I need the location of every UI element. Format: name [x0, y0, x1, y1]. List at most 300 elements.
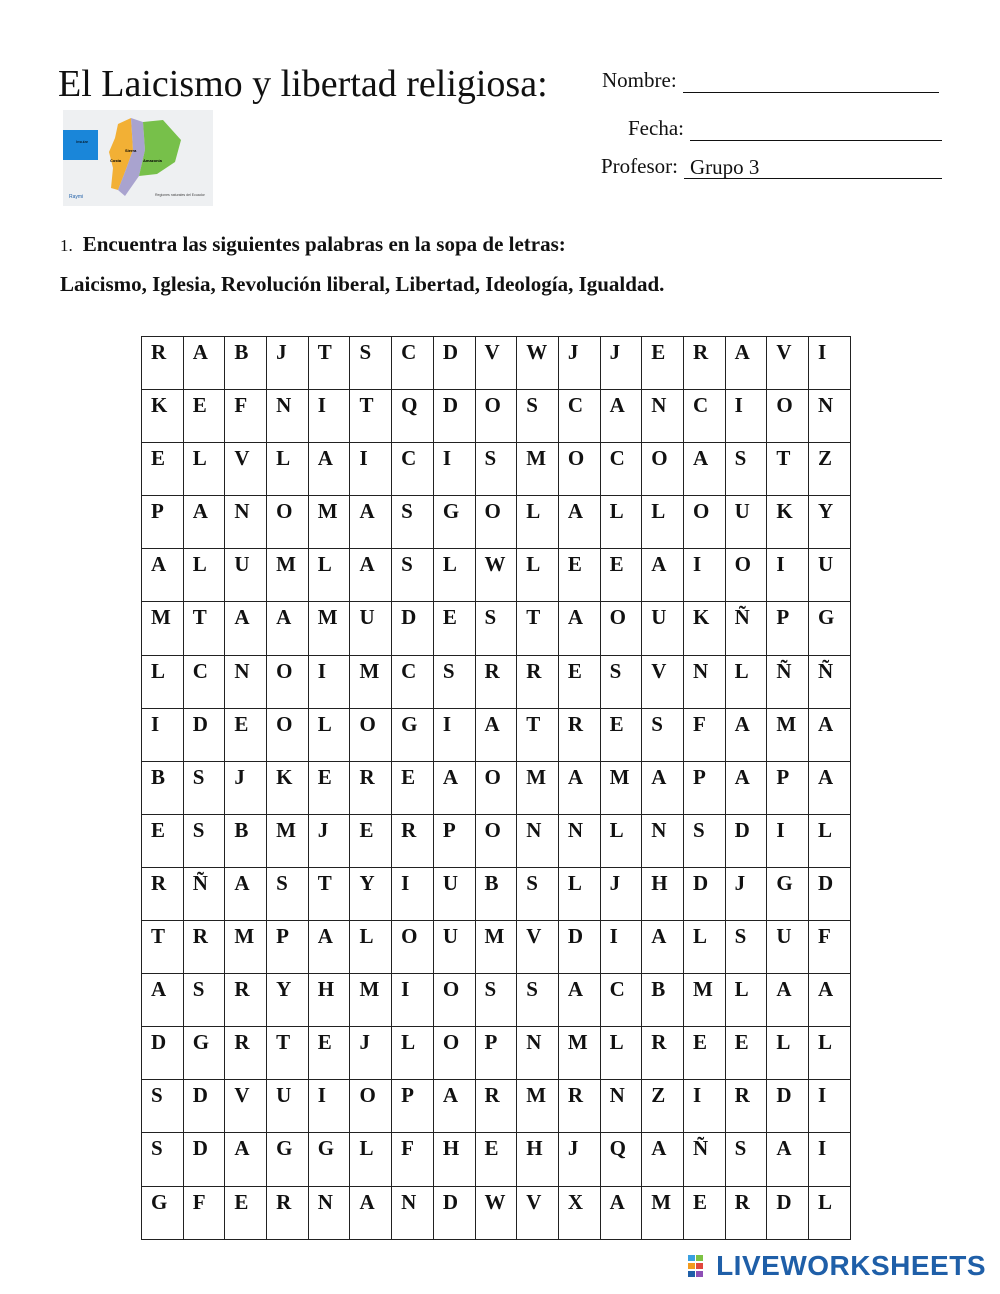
grid-cell[interactable]: [308, 921, 350, 974]
grid-cell[interactable]: [683, 496, 725, 549]
grid-cell[interactable]: [725, 549, 767, 602]
grid-cell[interactable]: [809, 761, 851, 814]
grid-cell[interactable]: [809, 1027, 851, 1080]
grid-cell[interactable]: [142, 921, 184, 974]
grid-cell[interactable]: [267, 496, 309, 549]
grid-cell[interactable]: [475, 549, 517, 602]
grid-cell[interactable]: [683, 761, 725, 814]
grid-cell[interactable]: [225, 496, 267, 549]
grid-cell[interactable]: [767, 602, 809, 655]
grid-cell[interactable]: [350, 867, 392, 920]
grid-cell[interactable]: [767, 337, 809, 390]
grid-cell[interactable]: [392, 390, 434, 443]
grid-cell[interactable]: [350, 390, 392, 443]
grid-cell[interactable]: [225, 1027, 267, 1080]
grid-cell[interactable]: [350, 1027, 392, 1080]
grid-cell[interactable]: [142, 814, 184, 867]
grid-cell[interactable]: [267, 655, 309, 708]
grid-cell[interactable]: [475, 921, 517, 974]
grid-cell[interactable]: [392, 549, 434, 602]
grid-cell[interactable]: [517, 921, 559, 974]
grid-cell[interactable]: [517, 867, 559, 920]
grid-cell[interactable]: [267, 1133, 309, 1186]
grid-cell[interactable]: [725, 1186, 767, 1239]
grid-cell[interactable]: [433, 496, 475, 549]
grid-cell[interactable]: [183, 496, 225, 549]
grid-cell[interactable]: [475, 337, 517, 390]
grid-cell[interactable]: [600, 655, 642, 708]
grid-cell[interactable]: [142, 443, 184, 496]
grid-cell[interactable]: [642, 337, 684, 390]
grid-cell[interactable]: [350, 496, 392, 549]
grid-cell[interactable]: [558, 1186, 600, 1239]
grid-cell[interactable]: [558, 814, 600, 867]
grid-cell[interactable]: [683, 814, 725, 867]
grid-letter: A: [442, 1083, 458, 1108]
grid-cell[interactable]: [600, 390, 642, 443]
grid-cell[interactable]: [767, 814, 809, 867]
grid-cell[interactable]: [725, 443, 767, 496]
grid-cell[interactable]: [475, 602, 517, 655]
grid-cell[interactable]: [267, 390, 309, 443]
grid-cell[interactable]: [809, 974, 851, 1027]
grid-cell[interactable]: [642, 549, 684, 602]
grid-cell[interactable]: [183, 1027, 225, 1080]
grid-cell[interactable]: [767, 921, 809, 974]
grid-cell[interactable]: [475, 1080, 517, 1133]
grid-cell[interactable]: [600, 337, 642, 390]
grid-cell[interactable]: [475, 496, 517, 549]
grid-cell[interactable]: [809, 602, 851, 655]
grid-cell[interactable]: [308, 814, 350, 867]
grid-cell[interactable]: [392, 761, 434, 814]
grid-cell[interactable]: [225, 390, 267, 443]
grid-cell[interactable]: [308, 390, 350, 443]
grid-cell[interactable]: [600, 1186, 642, 1239]
grid-cell[interactable]: [725, 337, 767, 390]
grid-cell[interactable]: [683, 443, 725, 496]
grid-cell[interactable]: [308, 708, 350, 761]
grid-cell[interactable]: [558, 708, 600, 761]
grid-cell[interactable]: [142, 602, 184, 655]
grid-cell[interactable]: [517, 496, 559, 549]
grid-cell[interactable]: [308, 974, 350, 1027]
grid-cell[interactable]: [392, 337, 434, 390]
grid-cell[interactable]: [183, 337, 225, 390]
grid-cell[interactable]: [183, 761, 225, 814]
grid-cell[interactable]: [183, 602, 225, 655]
grid-cell[interactable]: [642, 602, 684, 655]
grid-cell[interactable]: [475, 390, 517, 443]
grid-cell[interactable]: [600, 1133, 642, 1186]
grid-cell[interactable]: [767, 761, 809, 814]
grid-cell[interactable]: [809, 867, 851, 920]
grid-cell[interactable]: [683, 1186, 725, 1239]
grid-cell[interactable]: [683, 974, 725, 1027]
grid-cell[interactable]: [392, 1186, 434, 1239]
grid-cell[interactable]: [183, 1080, 225, 1133]
grid-cell[interactable]: [350, 1080, 392, 1133]
grid-cell[interactable]: [725, 1133, 767, 1186]
grid-cell[interactable]: [809, 390, 851, 443]
grid-cell[interactable]: [475, 1186, 517, 1239]
grid-cell[interactable]: [308, 761, 350, 814]
grid-cell[interactable]: [558, 655, 600, 708]
grid-cell[interactable]: [350, 761, 392, 814]
grid-cell[interactable]: [683, 390, 725, 443]
grid-cell[interactable]: [392, 1133, 434, 1186]
grid-cell[interactable]: [183, 1133, 225, 1186]
grid-cell[interactable]: [392, 921, 434, 974]
grid-letter: P: [776, 605, 790, 630]
grid-cell[interactable]: [683, 655, 725, 708]
grid-cell[interactable]: [558, 443, 600, 496]
grid-cell[interactable]: [308, 549, 350, 602]
grid-cell[interactable]: [267, 602, 309, 655]
grid-cell[interactable]: [558, 337, 600, 390]
grid-cell[interactable]: [183, 921, 225, 974]
grid-cell[interactable]: [433, 708, 475, 761]
grid-cell[interactable]: [558, 602, 600, 655]
grid-cell[interactable]: [350, 708, 392, 761]
grid-cell[interactable]: [725, 867, 767, 920]
grid-cell[interactable]: [183, 390, 225, 443]
grid-cell[interactable]: [267, 921, 309, 974]
grid-cell[interactable]: [809, 708, 851, 761]
grid-cell[interactable]: [267, 974, 309, 1027]
grid-cell[interactable]: [142, 974, 184, 1027]
grid-cell[interactable]: [267, 443, 309, 496]
grid-cell[interactable]: [267, 1186, 309, 1239]
grid-cell[interactable]: [600, 974, 642, 1027]
grid-cell[interactable]: [683, 708, 725, 761]
grid-cell[interactable]: [183, 974, 225, 1027]
grid-cell[interactable]: [600, 602, 642, 655]
grid-cell[interactable]: [350, 814, 392, 867]
grid-cell[interactable]: [433, 974, 475, 1027]
grid-cell[interactable]: [225, 921, 267, 974]
grid-cell[interactable]: [350, 921, 392, 974]
grid-cell[interactable]: [809, 1080, 851, 1133]
grid-cell[interactable]: [308, 337, 350, 390]
grid-cell[interactable]: [475, 761, 517, 814]
grid-cell[interactable]: [225, 867, 267, 920]
grid-cell[interactable]: [142, 549, 184, 602]
grid-cell[interactable]: [225, 337, 267, 390]
teacher-field[interactable]: Grupo 3: [684, 155, 942, 179]
grid-cell[interactable]: [225, 602, 267, 655]
grid-cell[interactable]: [225, 1080, 267, 1133]
grid-cell[interactable]: [267, 337, 309, 390]
grid-cell[interactable]: [558, 549, 600, 602]
grid-cell[interactable]: [392, 708, 434, 761]
grid-cell[interactable]: [475, 867, 517, 920]
grid-cell[interactable]: [142, 1186, 184, 1239]
grid-cell[interactable]: [475, 708, 517, 761]
grid-cell[interactable]: [475, 1133, 517, 1186]
grid-cell[interactable]: [767, 1080, 809, 1133]
grid-cell[interactable]: [600, 921, 642, 974]
grid-cell[interactable]: [517, 443, 559, 496]
grid-cell[interactable]: [725, 708, 767, 761]
grid-cell[interactable]: [767, 390, 809, 443]
grid-cell[interactable]: [558, 761, 600, 814]
grid-cell[interactable]: [433, 549, 475, 602]
grid-cell[interactable]: [558, 867, 600, 920]
grid-cell[interactable]: [517, 814, 559, 867]
grid-cell[interactable]: [517, 390, 559, 443]
grid-cell[interactable]: [600, 1027, 642, 1080]
grid-cell[interactable]: [558, 974, 600, 1027]
grid-cell[interactable]: [475, 1027, 517, 1080]
grid-cell[interactable]: [392, 814, 434, 867]
grid-cell[interactable]: [558, 1080, 600, 1133]
grid-cell[interactable]: [558, 1133, 600, 1186]
grid-cell[interactable]: [433, 390, 475, 443]
grid-cell[interactable]: [433, 1186, 475, 1239]
grid-cell[interactable]: [517, 974, 559, 1027]
grid-cell[interactable]: [392, 1027, 434, 1080]
grid-cell[interactable]: [267, 1027, 309, 1080]
grid-cell[interactable]: [433, 443, 475, 496]
grid-cell[interactable]: [725, 496, 767, 549]
grid-cell[interactable]: [142, 761, 184, 814]
grid-cell[interactable]: [767, 443, 809, 496]
grid-cell[interactable]: [725, 1027, 767, 1080]
grid-cell[interactable]: [183, 1186, 225, 1239]
grid-cell[interactable]: [350, 974, 392, 1027]
grid-cell[interactable]: [267, 549, 309, 602]
grid-cell[interactable]: [183, 655, 225, 708]
grid-cell[interactable]: [725, 602, 767, 655]
grid-cell[interactable]: [225, 814, 267, 867]
grid-cell[interactable]: [308, 496, 350, 549]
grid-cell[interactable]: [433, 655, 475, 708]
grid-cell[interactable]: [767, 1186, 809, 1239]
grid-cell[interactable]: [642, 1186, 684, 1239]
grid-cell[interactable]: [809, 496, 851, 549]
grid-cell[interactable]: [392, 867, 434, 920]
grid-cell[interactable]: [600, 1080, 642, 1133]
grid-cell[interactable]: [267, 1080, 309, 1133]
grid-cell[interactable]: [308, 1027, 350, 1080]
grid-cell[interactable]: [517, 655, 559, 708]
grid-cell[interactable]: [517, 549, 559, 602]
grid-cell[interactable]: [809, 1133, 851, 1186]
grid-cell[interactable]: [809, 1186, 851, 1239]
grid-cell[interactable]: [350, 655, 392, 708]
grid-cell[interactable]: [433, 602, 475, 655]
grid-cell[interactable]: [392, 974, 434, 1027]
grid-cell[interactable]: [183, 549, 225, 602]
grid-cell[interactable]: [225, 655, 267, 708]
grid-cell[interactable]: [642, 655, 684, 708]
grid-cell[interactable]: [142, 1080, 184, 1133]
grid-cell[interactable]: [267, 814, 309, 867]
grid-cell[interactable]: [433, 1080, 475, 1133]
grid-cell[interactable]: [392, 496, 434, 549]
grid-cell[interactable]: [142, 708, 184, 761]
grid-letter: A: [734, 711, 750, 736]
grid-cell[interactable]: [767, 1027, 809, 1080]
grid-cell[interactable]: [767, 1133, 809, 1186]
grid-cell[interactable]: [392, 443, 434, 496]
grid-cell[interactable]: [183, 443, 225, 496]
grid-cell[interactable]: [725, 974, 767, 1027]
grid-cell[interactable]: [308, 655, 350, 708]
grid-cell[interactable]: [683, 1133, 725, 1186]
grid-cell[interactable]: [600, 443, 642, 496]
grid-cell[interactable]: [558, 496, 600, 549]
grid-cell[interactable]: [725, 390, 767, 443]
grid-cell[interactable]: [683, 1027, 725, 1080]
grid-cell[interactable]: [767, 974, 809, 1027]
grid-cell[interactable]: [558, 1027, 600, 1080]
grid-cell[interactable]: [225, 549, 267, 602]
grid-cell[interactable]: [475, 443, 517, 496]
grid-cell[interactable]: [725, 921, 767, 974]
grid-cell[interactable]: [642, 496, 684, 549]
grid-cell[interactable]: [517, 1133, 559, 1186]
grid-cell[interactable]: [642, 1133, 684, 1186]
grid-cell[interactable]: [392, 1080, 434, 1133]
grid-row: [142, 337, 851, 390]
grid-cell[interactable]: [642, 1027, 684, 1080]
grid-cell[interactable]: [725, 1080, 767, 1133]
grid-cell[interactable]: [350, 337, 392, 390]
grid-cell[interactable]: [183, 708, 225, 761]
grid-cell[interactable]: [308, 443, 350, 496]
grid-cell[interactable]: [642, 761, 684, 814]
grid-cell[interactable]: [517, 337, 559, 390]
grid-cell[interactable]: [433, 921, 475, 974]
grid-cell[interactable]: [683, 549, 725, 602]
grid-cell[interactable]: [558, 390, 600, 443]
grid-cell[interactable]: [642, 708, 684, 761]
grid-cell[interactable]: [517, 602, 559, 655]
grid-cell[interactable]: [767, 655, 809, 708]
grid-cell[interactable]: [558, 921, 600, 974]
grid-cell[interactable]: [225, 974, 267, 1027]
grid-letter: L: [276, 446, 291, 471]
grid-cell[interactable]: [350, 549, 392, 602]
grid-cell[interactable]: [767, 496, 809, 549]
grid-cell[interactable]: [600, 867, 642, 920]
grid-cell[interactable]: [267, 867, 309, 920]
grid-cell[interactable]: [642, 867, 684, 920]
grid-cell[interactable]: [433, 1027, 475, 1080]
grid-cell[interactable]: [142, 390, 184, 443]
grid-cell[interactable]: [142, 496, 184, 549]
grid-cell[interactable]: [809, 549, 851, 602]
grid-cell[interactable]: [267, 708, 309, 761]
grid-cell[interactable]: [725, 814, 767, 867]
grid-cell[interactable]: [809, 337, 851, 390]
grid-cell[interactable]: [600, 549, 642, 602]
grid-cell[interactable]: [350, 1133, 392, 1186]
grid-letter: S: [192, 817, 205, 842]
grid-cell[interactable]: [642, 974, 684, 1027]
grid-cell[interactable]: [433, 337, 475, 390]
grid-cell[interactable]: [809, 443, 851, 496]
grid-cell[interactable]: [392, 655, 434, 708]
grid-letter: C: [692, 393, 709, 418]
grid-cell[interactable]: [475, 814, 517, 867]
grid-cell[interactable]: [225, 761, 267, 814]
grid-cell[interactable]: [225, 708, 267, 761]
grid-cell[interactable]: [683, 602, 725, 655]
grid-cell[interactable]: [350, 1186, 392, 1239]
grid-cell[interactable]: [350, 443, 392, 496]
grid-cell[interactable]: [683, 921, 725, 974]
grid-cell[interactable]: [225, 1186, 267, 1239]
grid-cell[interactable]: [183, 867, 225, 920]
grid-cell[interactable]: [225, 443, 267, 496]
grid-cell[interactable]: [600, 814, 642, 867]
grid-cell[interactable]: [308, 1133, 350, 1186]
grid-cell[interactable]: [475, 655, 517, 708]
grid-cell[interactable]: [433, 761, 475, 814]
grid-cell[interactable]: [642, 1080, 684, 1133]
grid-cell[interactable]: [142, 1027, 184, 1080]
grid-cell[interactable]: [725, 655, 767, 708]
grid-cell[interactable]: [642, 443, 684, 496]
grid-cell[interactable]: [308, 1186, 350, 1239]
grid-cell[interactable]: [517, 761, 559, 814]
grid-cell[interactable]: [642, 814, 684, 867]
grid-cell[interactable]: [517, 708, 559, 761]
grid-cell[interactable]: [183, 814, 225, 867]
grid-cell[interactable]: [308, 867, 350, 920]
grid-cell[interactable]: [433, 1133, 475, 1186]
grid-cell[interactable]: [517, 1027, 559, 1080]
grid-cell[interactable]: [642, 921, 684, 974]
name-field[interactable]: [683, 69, 939, 93]
grid-cell[interactable]: [433, 867, 475, 920]
grid-cell[interactable]: [517, 1186, 559, 1239]
grid-cell[interactable]: [683, 1080, 725, 1133]
grid-cell[interactable]: [767, 708, 809, 761]
grid-cell[interactable]: [767, 549, 809, 602]
grid-cell[interactable]: [683, 867, 725, 920]
grid-cell[interactable]: [809, 814, 851, 867]
grid-cell[interactable]: [308, 1080, 350, 1133]
grid-cell[interactable]: [600, 496, 642, 549]
grid-cell[interactable]: [433, 814, 475, 867]
grid-letter: I: [818, 1083, 827, 1108]
grid-cell[interactable]: [225, 1133, 267, 1186]
grid-cell[interactable]: [475, 974, 517, 1027]
grid-cell[interactable]: [642, 390, 684, 443]
grid-cell[interactable]: [600, 761, 642, 814]
grid-cell[interactable]: [308, 602, 350, 655]
grid-cell[interactable]: [683, 337, 725, 390]
grid-cell[interactable]: [517, 1080, 559, 1133]
grid-cell[interactable]: [600, 708, 642, 761]
date-field[interactable]: [690, 117, 942, 141]
grid-cell[interactable]: [809, 921, 851, 974]
grid-cell[interactable]: [767, 867, 809, 920]
grid-cell[interactable]: [350, 602, 392, 655]
grid-cell[interactable]: [392, 602, 434, 655]
grid-cell[interactable]: [809, 655, 851, 708]
grid-cell[interactable]: [142, 337, 184, 390]
grid-cell[interactable]: [142, 867, 184, 920]
grid-cell[interactable]: [267, 761, 309, 814]
grid-cell[interactable]: [142, 655, 184, 708]
grid-cell[interactable]: [142, 1133, 184, 1186]
grid-cell[interactable]: [725, 761, 767, 814]
